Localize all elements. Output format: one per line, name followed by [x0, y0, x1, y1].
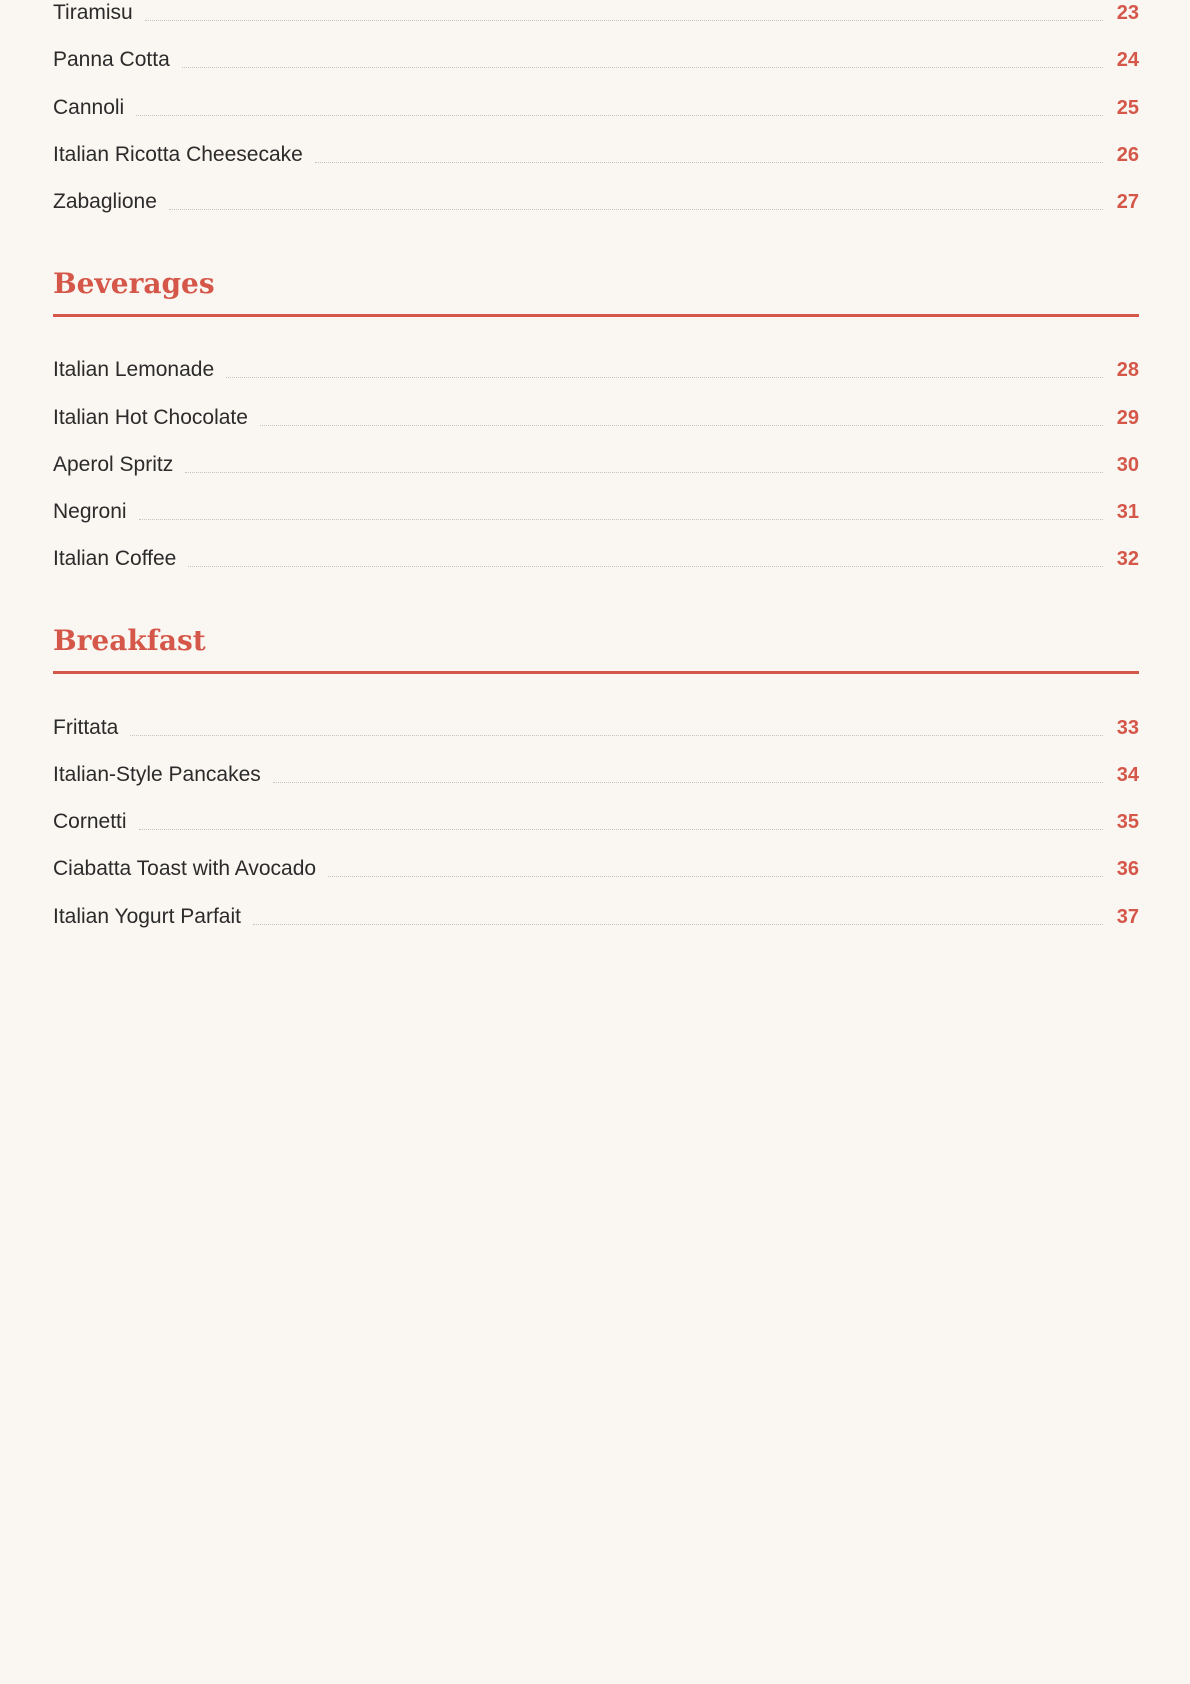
toc-entry-label: Frittata [53, 715, 119, 739]
breakfast-entry-list [53, 700, 1139, 936]
toc-entry-zabaglione[interactable] [53, 175, 1139, 222]
toc-entry-label: Negroni [53, 500, 127, 523]
toc-entry-frittata[interactable] [53, 700, 1139, 747]
dot-leader [169, 208, 1103, 210]
toc-entry-label: Zabaglione [53, 190, 157, 213]
dot-leader [315, 161, 1103, 163]
toc-entry-aperol-spritz[interactable] [53, 438, 1139, 485]
dot-leader [260, 424, 1103, 426]
toc-entry-page-number: 26 [1116, 143, 1139, 166]
toc-entry-page-number: 23 [1116, 2, 1139, 24]
dot-leader [145, 19, 1103, 21]
toc-entry-label: Cannoli [53, 95, 125, 119]
toc-entry-page-number: 36 [1116, 858, 1139, 881]
toc-entry-cornetti[interactable] [53, 795, 1139, 842]
section-heading-beverages: Beverages [53, 270, 1139, 317]
toc-entry-label: Tiramisu [53, 1, 133, 24]
toc-entry-page-number: 25 [1116, 96, 1139, 119]
toc-entry-ciabatta-toast-with-avocado[interactable] [53, 842, 1139, 889]
desserts-entry-list [53, 0, 1139, 222]
toc-entry-page-number: 29 [1116, 406, 1139, 429]
toc-entry-tiramisu[interactable] [53, 0, 1139, 33]
toc-entry-page-number: 24 [1116, 49, 1139, 72]
section-heading-breakfast: Breakfast [53, 627, 1139, 674]
dot-leader [139, 518, 1103, 520]
toc-entry-page-number: 33 [1116, 716, 1139, 739]
dot-leader [139, 828, 1103, 830]
toc-entry-italian-yogurt-parfait[interactable] [53, 889, 1139, 936]
toc-entry-label: Italian Coffee [53, 547, 177, 571]
toc-entry-label: Aperol Spritz [53, 452, 174, 476]
beverages-entry-list [53, 343, 1139, 579]
toc-entry-italian-coffee[interactable] [53, 532, 1139, 579]
toc-entry-page-number: 30 [1116, 453, 1139, 476]
toc-entry-label: Italian-Style Pancakes [53, 762, 261, 786]
toc-entry-label: Italian Lemonade [53, 358, 215, 382]
toc-entry-negroni[interactable] [53, 485, 1139, 532]
toc-entry-panna-cotta[interactable] [53, 33, 1139, 80]
toc-entry-label: Panna Cotta [53, 48, 170, 72]
toc-entry-page-number: 28 [1116, 359, 1139, 382]
dot-leader [273, 781, 1103, 783]
toc-entry-label: Italian Ricotta Cheesecake [53, 142, 303, 166]
toc-entry-label: Cornetti [53, 810, 127, 833]
dot-leader [136, 114, 1103, 116]
toc-entry-label: Italian Hot Chocolate [53, 405, 248, 429]
toc-entry-page-number: 32 [1116, 548, 1139, 571]
dot-leader [188, 565, 1103, 567]
dot-leader [328, 875, 1103, 877]
toc-entry-label: Italian Yogurt Parfait [53, 904, 241, 928]
toc-content [53, 0, 1139, 937]
toc-entry-italian-hot-chocolate[interactable] [53, 390, 1139, 437]
dot-leader [253, 923, 1103, 925]
toc-entry-page-number: 27 [1116, 191, 1139, 213]
dot-leader [226, 376, 1103, 378]
toc-entry-label: Ciabatta Toast with Avocado [53, 857, 317, 881]
toc-entry-italian-style-pancakes[interactable] [53, 748, 1139, 795]
toc-entry-page-number: 31 [1116, 501, 1139, 523]
dot-leader [182, 66, 1103, 68]
dot-leader [185, 471, 1103, 473]
toc-entry-page-number: 35 [1116, 811, 1139, 833]
toc-entry-cannoli[interactable] [53, 80, 1139, 127]
toc-entry-italian-ricotta-cheesecake[interactable] [53, 128, 1139, 175]
toc-entry-italian-lemonade[interactable] [53, 343, 1139, 390]
dot-leader [130, 734, 1103, 736]
toc-entry-page-number: 34 [1116, 763, 1139, 786]
toc-entry-page-number: 37 [1116, 905, 1139, 928]
